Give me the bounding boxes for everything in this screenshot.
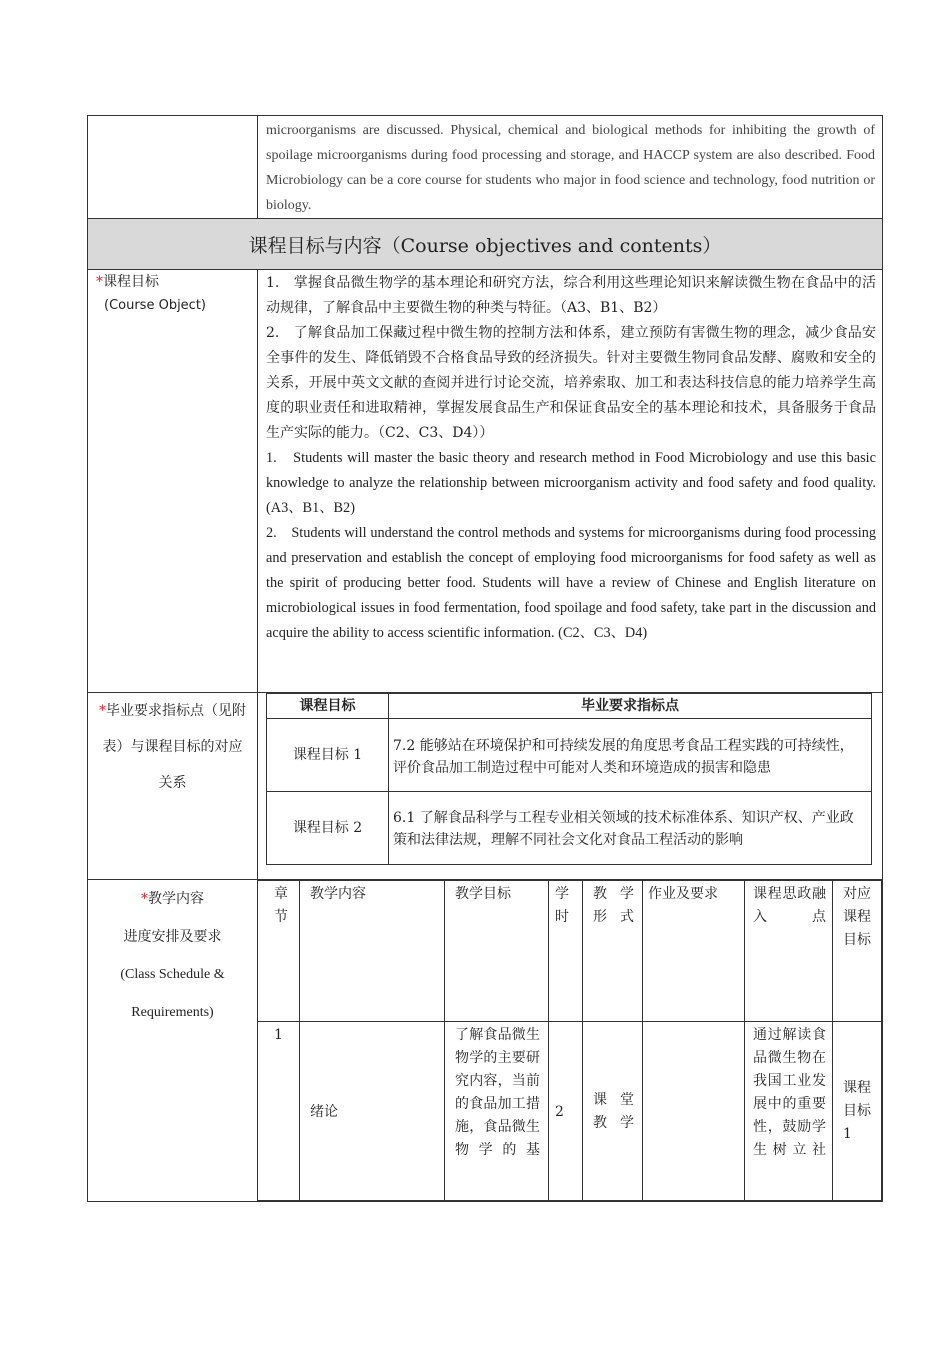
schedule-label-en-1: (Class Schedule & bbox=[120, 967, 225, 982]
row-target: 课程目标1 bbox=[833, 1022, 882, 1201]
section-title: 课程目标与内容（Course objectives and contents） bbox=[88, 219, 883, 270]
schedule-cell bbox=[258, 880, 883, 1202]
mapping-label-text: 毕业要求指标点（见附表）与课程目标的对应关系 bbox=[102, 703, 246, 791]
objective-en-1: 1. Students will master the basic theory and research method in Food Microbiology and use this basic knowledge to analyze the relationship between microorganism activity and food safety and food quality. (A3、B1、B2) bbox=[266, 450, 876, 516]
header-homework: 作业及要求 bbox=[643, 881, 745, 1022]
required-marker: * bbox=[96, 274, 103, 290]
row-goal: 了解食品微生物学的主要研究内容，当前的食品加工措施，食品微生物学的基 bbox=[445, 1022, 549, 1201]
objectives-label bbox=[88, 270, 258, 693]
schedule-label-cn-1: 教学内容 bbox=[148, 891, 204, 907]
row-form: 课堂教学 bbox=[583, 1022, 643, 1201]
syllabus-table bbox=[87, 115, 883, 1202]
mapping-indicator: 7.2 能够站在环境保护和可持续发展的角度思考食品工程实践的可持续性，评价食品加工制造过程中可能对人类和环境造成的损害和隐患 bbox=[389, 719, 872, 792]
mapping-header-objective: 课程目标 bbox=[267, 694, 389, 719]
mapping-table bbox=[266, 693, 872, 865]
section-header-row bbox=[88, 219, 883, 270]
required-marker: * bbox=[99, 703, 106, 719]
mapping-header-indicator: 毕业要求指标点 bbox=[389, 694, 872, 719]
mapping-row bbox=[88, 693, 883, 880]
mapping-label bbox=[88, 693, 258, 880]
header-target: 对应课程目标 bbox=[833, 881, 882, 1022]
objectives-row bbox=[88, 270, 883, 693]
intro-cell bbox=[258, 116, 883, 219]
header-form: 教学形式 bbox=[583, 881, 643, 1022]
required-marker: * bbox=[141, 891, 148, 907]
header-chapter: 章节 bbox=[258, 881, 300, 1022]
objectives-cell bbox=[258, 270, 883, 693]
row-ideology: 通过解读食品微生物在我国工业发展中的重要性，鼓励学生树立社 bbox=[745, 1022, 833, 1201]
schedule-header-row bbox=[258, 881, 882, 1022]
row-content: 绪论 bbox=[300, 1022, 445, 1201]
header-goal: 教学目标 bbox=[445, 881, 549, 1022]
schedule-row bbox=[88, 880, 883, 1202]
header-content: 教学内容 bbox=[300, 881, 445, 1022]
header-ideology: 课程思政融入点 bbox=[745, 881, 833, 1022]
mapping-data-row bbox=[267, 719, 872, 792]
schedule-label bbox=[88, 880, 258, 1202]
objectives-text bbox=[258, 270, 882, 646]
row-homework bbox=[643, 1022, 745, 1201]
objective-cn-2: 2. 了解食品加工保藏过程中微生物的控制方法和体系，建立预防有害微生物的理念，减少食品安全事件的发生、降低销毁不合格食品导致的经济损失。针对主要微生物同食品发酵、腐败和安全的关系，开展中英文文献的查阅并进行讨论交流，培养索取、加工和表达科技信息的能力培养学生高度的职业责任和进取精神，掌握发展食品生产和保证食品安全的基本理论和技术，具备服务于食品生产实际的能力。（C2、C3、D4）） bbox=[266, 325, 876, 441]
objectives-label-en: (Course Object) bbox=[104, 298, 207, 313]
mapping-header-row bbox=[267, 694, 872, 719]
schedule-table bbox=[257, 880, 882, 1201]
intro-row bbox=[88, 116, 883, 219]
mapping-cell bbox=[258, 693, 883, 880]
mapping-indicator: 6.1 了解食品科学与工程专业相关领域的技术标准体系、知识产权、产业政策和法律法规，理解不同社会文化对食品工程活动的影响 bbox=[389, 792, 872, 865]
schedule-label-en-2: Requirements) bbox=[131, 1005, 214, 1020]
objective-cn-1: 1. 掌握食品微生物学的基本理论和研究方法，综合利用这些理论知识来解读微生物在食品中的活动规律，了解食品中主要微生物的种类与特征。（A3、B1、B2） bbox=[266, 275, 876, 316]
row-chapter: 1 bbox=[258, 1022, 300, 1201]
mapping-data-row bbox=[267, 792, 872, 865]
intro-text: microorganisms are discussed. Physical, chemical and biological methods for inhibiting the growth of spoilage microorganisms during food processing and storage, and HACCP system are also described. Food Microbiology can be a core course for students who major in food science and technology, food nutrition or biology. bbox=[266, 123, 875, 213]
mapping-objective: 课程目标 1 bbox=[267, 719, 389, 792]
intro-label-cell bbox=[88, 116, 258, 219]
document-page bbox=[87, 115, 882, 1202]
header-hours: 学时 bbox=[549, 881, 583, 1022]
row-hours: 2 bbox=[549, 1022, 583, 1201]
schedule-label-cn-2: 进度安排及要求 bbox=[123, 929, 222, 945]
mapping-objective: 课程目标 2 bbox=[267, 792, 389, 865]
objective-en-2: 2. Students will understand the control methods and systems for microorganisms during food processing and preservation and establish the concept of employing food microorganisms for food safety as well as the spirit of producing better food. Students will have a review of Chinese and English literature on microbiological issues in food fermentation, food spoilage and food safety, take part in the discussion and acquire the ability to access scientific information. (C2、C3、D4) bbox=[266, 525, 876, 641]
schedule-data-row bbox=[258, 1022, 882, 1201]
objectives-label-cn: 课程目标 bbox=[103, 274, 159, 290]
